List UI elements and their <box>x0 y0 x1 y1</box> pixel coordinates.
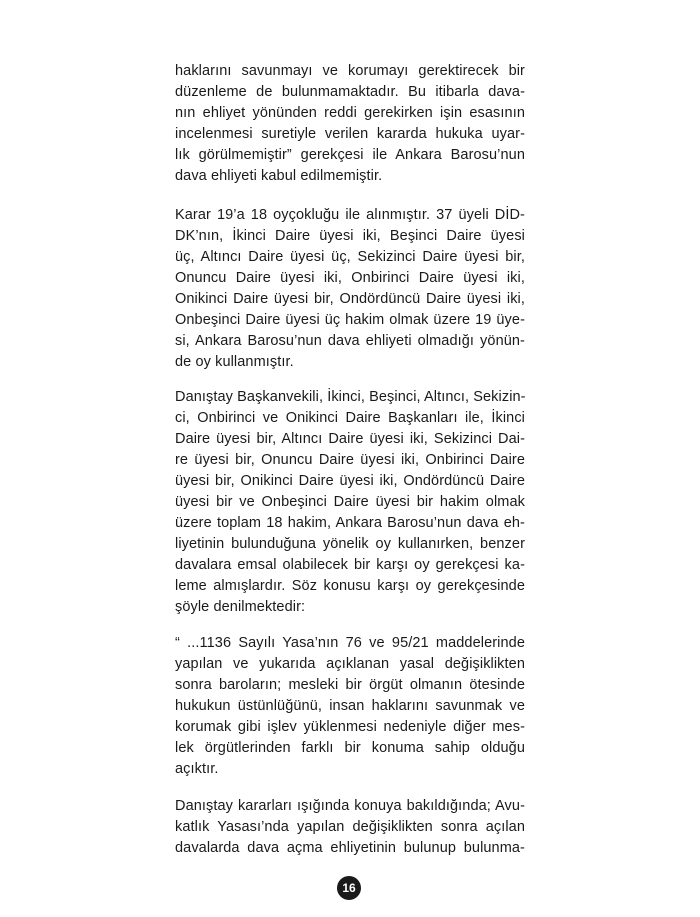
paragraph-line: davalara emsal olabilecek bir karşı oy gerekçesi ka- <box>175 557 525 573</box>
paragraph-line: Onikinci Daire üyesi bir, Ondördüncü Daire üyesi iki, <box>175 291 525 307</box>
paragraph-line: Onbeşinci Daire üyesi üç hakim olmak üzere 19 üye- <box>175 312 525 328</box>
paragraph-line: açıktır. <box>175 761 219 777</box>
paragraph-line: lık görülmemiştir” gerekçesi ile Ankara Barosu’nun <box>175 147 525 163</box>
quote-paragraph <box>175 633 525 780</box>
paragraph-line: ci, Onbirinci ve Onikinci Daire Başkanları ile, İkinci <box>175 410 525 426</box>
paragraph-line: incelenmesi suretiyle verilen kararda hukuka uyar- <box>175 126 525 142</box>
paragraph-line: Daire üyesi bir, Altıncı Daire üyesi iki, Sekizinci Dai- <box>175 431 525 447</box>
paragraph-2 <box>175 205 525 373</box>
paragraph-line: re üyesi bir, Onuncu Daire üyesi iki, Onbirinci Daire <box>175 452 525 468</box>
paragraph-line: leme almışlardır. Söz konusu karşı oy gerekçesinde <box>175 578 525 594</box>
paragraph-line: üyesi bir ve Onbeşinci Daire üyesi bir hakim olmak <box>175 494 525 510</box>
paragraph-line: dava ehliyeti kabul edilmemiştir. <box>175 168 383 184</box>
paragraph-line: Danıştay Başkanvekili, İkinci, Beşinci, Altıncı, Sekizin- <box>175 389 526 405</box>
paragraph-line: sonra baroların; mesleki bir örgüt olmanın ötesinde <box>175 677 525 693</box>
paragraph-line: Danıştay kararları ışığında konuya bakıldığında; Avu- <box>175 798 525 814</box>
paragraph-line: si, Ankara Barosu’nun dava ehliyeti olmadığı yönün- <box>175 333 525 349</box>
paragraph-1 <box>175 61 525 187</box>
paragraph-line: lek örgütlerinden farklı bir konuma sahip olduğu <box>175 740 525 756</box>
page-number-badge: 16 <box>337 876 361 900</box>
paragraph-line: DK’nın, İkinci Daire üyesi iki, Beşinci Daire üyesi <box>175 228 525 244</box>
paragraph-line: üzere toplam 18 hakim, Ankara Barosu’nun dava eh- <box>175 515 525 531</box>
paragraph-line: “ ...1136 Sayılı Yasa’nın 76 ve 95/21 maddelerinde <box>175 635 525 651</box>
paragraph-line: de oy kullanmıştır. <box>175 354 294 370</box>
paragraph-line: Onuncu Daire üyesi iki, Onbirinci Daire üyesi iki, <box>175 270 525 286</box>
paragraph-line: yapılan ve yukarıda açıklanan yasal değişiklikten <box>175 656 525 672</box>
paragraph-line: Karar 19’a 18 oyçokluğu ile alınmıştır. 37 üyeli DİD- <box>175 207 525 223</box>
paragraph-line: liyetinin bulunduğuna yönelik oy kullanırken, benzer <box>175 536 525 552</box>
paragraph-line: haklarını savunmayı ve korumayı gerektirecek bir <box>175 63 525 79</box>
paragraph-line: düzenleme de bulunmamaktadır. Bu itibarla dava- <box>175 84 525 100</box>
paragraph-line: şöyle denilmektedir: <box>175 599 306 615</box>
paragraph-line: hukukun üstünlüğünü, insan haklarını savunmak ve <box>175 698 525 714</box>
paragraph-5 <box>175 796 525 859</box>
paragraph-3 <box>175 387 525 618</box>
paragraph-line: korumak gibi işlev yüklenmesi nedeniyle diğer mes- <box>175 719 525 735</box>
paragraph-line: davalarda dava açma ehliyetinin bulunup bulunma- <box>175 840 525 856</box>
paragraph-line: katlık Yasası’nda yapılan değişiklikten sonra açılan <box>175 819 525 835</box>
paragraph-line: üyesi bir, Onikinci Daire üyesi iki, Ondördüncü Daire <box>175 473 525 489</box>
paragraph-line: nın ehliyet yönünden reddi gerekirken işin esasının <box>175 105 525 121</box>
paragraph-line: üç, Altıncı Daire üyesi üç, Sekizinci Daire üyesi bir, <box>175 249 525 265</box>
